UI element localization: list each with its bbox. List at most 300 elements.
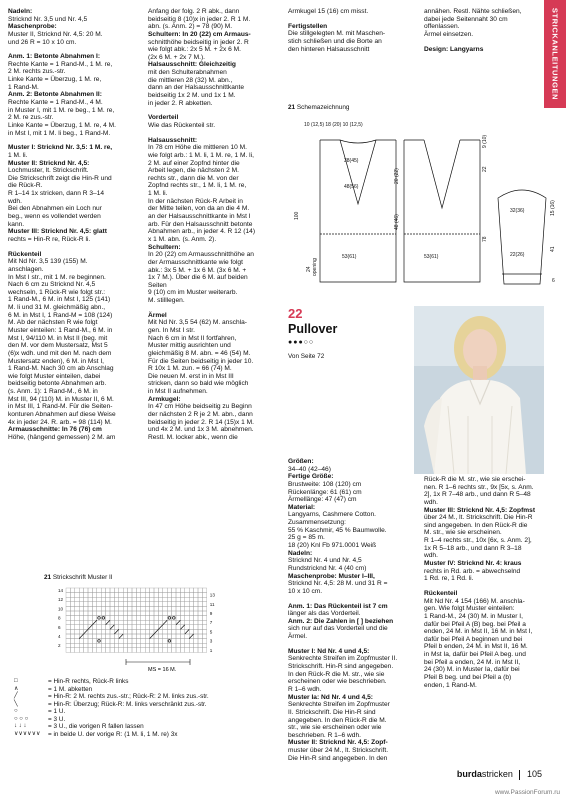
text-line: 1x 7 M.). Über die 6 M. auf beiden <box>148 274 248 282</box>
text-line: rechts in Rd. arb. = abwechselnd <box>424 567 521 575</box>
chart-cell <box>66 593 70 598</box>
text-line: Stricknd Nr. 4 und Nr. 4,5 <box>288 557 362 565</box>
chart-cell <box>132 643 136 648</box>
text-line: beg., wenn es vollendet werden <box>8 213 101 221</box>
text-line: in Mst Ia, dafür bei Pfeil A beg. und <box>424 651 526 659</box>
chart-cell <box>202 620 206 625</box>
chart-cell <box>66 634 70 639</box>
text-line: Mit Nd Nr. 3,5 54 (62) M. anschla- <box>148 319 247 327</box>
text-line: M. Ab der nächsten R wie folgt <box>8 319 98 327</box>
chart-cell <box>172 629 176 634</box>
chart-cell <box>189 625 193 630</box>
text-line: Linke Kante = Überzug, 1 M. re, 4 M. <box>8 121 116 129</box>
chart-cell <box>110 588 114 593</box>
chart-cell <box>110 616 114 621</box>
text-line: Die neuen M. erst in in Mst III <box>148 372 234 380</box>
chart-cell <box>176 597 180 602</box>
chart-cell <box>176 593 180 598</box>
chart-cell <box>79 629 83 634</box>
text-line: Muster II, Stricknd Nr. 4,5: 20 M. <box>8 30 103 38</box>
text-line: 2 M. rechts zus.-str. <box>8 68 66 76</box>
text-line: und 26 R = 10 x 10 cm. <box>8 38 77 46</box>
legend-symbol: ╱ <box>14 693 18 700</box>
chart-cell <box>88 620 92 625</box>
text-line: in jeder 2. R abketten. <box>148 99 213 107</box>
chart-cell <box>163 588 167 593</box>
chart-cell <box>176 616 180 621</box>
chart-cell <box>79 648 83 653</box>
chart-cell <box>158 643 162 648</box>
chart-cell <box>66 648 70 653</box>
text-heading: Anm. 2: Die Zahlen in [ ] beziehen <box>288 617 394 625</box>
chart-cell <box>145 602 149 607</box>
schema-title-text: Schemazeichnung <box>296 104 350 111</box>
chart-cell <box>128 602 132 607</box>
chart-cell <box>202 597 206 602</box>
chart-cell <box>123 634 127 639</box>
text-line: an der Halsausschnittkante in Mst I <box>148 213 251 221</box>
chart-cell <box>194 648 198 653</box>
schema-title-num: 21 <box>288 104 296 111</box>
chart-cell <box>141 597 145 602</box>
chart-cell <box>70 606 74 611</box>
model-photo <box>414 306 544 474</box>
chart-cell <box>163 643 167 648</box>
chart-cell <box>75 588 79 593</box>
chart-cell <box>141 616 145 621</box>
chart-cell <box>194 634 198 639</box>
chart-cell <box>145 597 149 602</box>
chart-cell <box>167 593 171 598</box>
chart-cell <box>97 620 101 625</box>
text-line: 34–40 (42–46) <box>288 465 331 473</box>
chart-cell <box>198 643 202 648</box>
footer-separator <box>519 770 520 780</box>
chart-cell <box>198 611 202 616</box>
chart-cell <box>128 588 132 593</box>
text-line: gen. Wie folgt Muster einteilen: <box>424 605 515 613</box>
column-4-text <box>424 8 542 53</box>
row-number-right: 9 <box>209 611 213 616</box>
chart-cell <box>189 611 193 616</box>
text-line: Für die Seiten beidseitig in jeder 10. <box>148 357 254 365</box>
chart-cell <box>167 648 171 653</box>
chart-cell <box>189 588 193 593</box>
chart-cell <box>194 588 198 593</box>
chart-cell <box>194 611 198 616</box>
paragraph-gap <box>288 641 414 648</box>
chart-cell <box>194 606 198 611</box>
chart-cell <box>132 611 136 616</box>
chart-cell <box>110 629 114 634</box>
brand-bold: burda <box>456 769 482 780</box>
chart-cell <box>198 629 202 634</box>
chart-cell <box>145 629 149 634</box>
chart-cell <box>158 648 162 653</box>
chart-cell <box>136 620 140 625</box>
chart-cell <box>66 588 70 593</box>
chart-cell <box>92 602 96 607</box>
chart-cell <box>141 611 145 616</box>
chart-cell <box>136 588 140 593</box>
chart-cell <box>97 634 101 639</box>
column-1-text <box>8 8 144 442</box>
chart-cell <box>128 620 132 625</box>
text-line: R 1–4 rechts str., 10x [6x, s. Anm. 2], <box>424 537 532 545</box>
chart-cell <box>185 639 189 644</box>
body-outline-right <box>404 140 480 282</box>
chart-cell <box>154 648 158 653</box>
text-line: 4x in jeder 24. R. arb. = 98 (114) M. <box>8 418 112 426</box>
chart-cell <box>150 625 154 630</box>
paragraph-gap <box>8 46 144 53</box>
chart-cell <box>132 639 136 644</box>
chart-cell <box>114 639 118 644</box>
stitch-symbol <box>180 625 184 630</box>
chart-cell <box>141 639 145 644</box>
chart-cell <box>106 606 110 611</box>
chart-cell <box>150 602 154 607</box>
chart-cell <box>198 648 202 653</box>
chart-cell <box>79 625 83 630</box>
text-heading: Muster I: Nd Nr. 4 und 4,5: <box>288 647 370 655</box>
chart-cell <box>132 602 136 607</box>
text-line: dann an der Halsausschnittkante <box>148 84 245 92</box>
chart-cell <box>123 602 127 607</box>
chart-cell <box>101 625 105 630</box>
chart-cell <box>145 593 149 598</box>
chart-cell <box>194 639 198 644</box>
chart-cell <box>92 606 96 611</box>
chart-cell <box>132 616 136 621</box>
chart-cell <box>194 616 198 621</box>
chart-cell <box>97 643 101 648</box>
row-number-right: 1 <box>209 647 213 653</box>
text-line: 1 M. li. <box>8 151 28 159</box>
chart-cell <box>114 648 118 653</box>
text-line: nen. R 1–6 rechts str., 9x [5x, s. Anm. <box>424 483 534 491</box>
text-line: Ärmellänge: 47 (47) cm <box>288 496 357 504</box>
chart-cell <box>163 611 167 616</box>
text-line: wdh. <box>424 552 438 560</box>
chart-cell <box>97 597 101 602</box>
chart-cell <box>84 634 88 639</box>
chart-cell <box>75 597 79 602</box>
chart-cell <box>123 639 127 644</box>
chart-cell <box>154 611 158 616</box>
chart-cell <box>119 597 123 602</box>
chart-cell <box>145 639 149 644</box>
chart-cell <box>180 611 184 616</box>
chart-cell <box>150 593 154 598</box>
chart-cell <box>176 639 180 644</box>
text-line: der nächsten 2 R je 2 M. abn., dann <box>148 411 253 419</box>
chart-cell <box>136 597 140 602</box>
chart-cell <box>128 648 132 653</box>
text-heading: Muster II: Stricknd Nr. 4,5: Zopf- <box>288 739 388 747</box>
chart-cell <box>172 634 176 639</box>
chart-cell <box>123 611 127 616</box>
ms-label: MS = 16 M. <box>148 667 177 673</box>
chart-cell <box>167 611 171 616</box>
chart-cell <box>158 629 162 634</box>
text-line: 10 x 10 cm. <box>288 587 323 595</box>
chart-cell <box>189 616 193 621</box>
chart-cell <box>75 620 79 625</box>
chart-cell <box>185 588 189 593</box>
chart-cell <box>101 629 105 634</box>
chart-cell <box>101 588 105 593</box>
text-line: In 47 cm Höhe beidseitig zu Beginn <box>148 403 252 411</box>
chart-cell <box>75 639 79 644</box>
chart-cell <box>198 597 202 602</box>
chart-cell <box>154 606 158 611</box>
chart-cell <box>110 593 114 598</box>
chart-cell <box>141 643 145 648</box>
chart-cell <box>198 639 202 644</box>
text-line: Armkugel 15 (16) cm misst. <box>288 8 369 15</box>
chart-cell <box>110 648 114 653</box>
text-line: Die stillgelegten M. mit Maschen- <box>288 30 386 38</box>
chart-cell <box>136 629 140 634</box>
chart-cell <box>84 606 88 611</box>
chart-cell <box>158 611 162 616</box>
chart-cell <box>145 648 149 653</box>
chart-cell <box>97 629 101 634</box>
chart-cell <box>101 597 105 602</box>
chart-cell <box>202 602 206 607</box>
chart-cell <box>88 602 92 607</box>
text-line: enden, 24 M. in Mst II, 16 M. in Mst I, <box>424 628 533 636</box>
text-line: 9 (10) cm im Muster weiterarb. <box>148 289 238 297</box>
text-line: x 1 M. abn. (s. Anm. 2). <box>148 235 217 243</box>
chart-cell <box>141 629 145 634</box>
legend-row <box>14 678 209 686</box>
chart-cell <box>202 606 206 611</box>
chart-cell <box>163 597 167 602</box>
chart-cell <box>145 588 149 593</box>
chart-cell <box>114 616 118 621</box>
chart-cell <box>114 625 118 630</box>
schema-side-7: 9 (10) <box>482 134 488 148</box>
text-line: stricken, dann so bald wie möglich <box>148 380 249 388</box>
chart-cell <box>194 593 198 598</box>
chart-cell <box>66 606 70 611</box>
text-line: wie folgt abk.: 2x 5 M. + 2x 6 M. <box>148 46 241 54</box>
schema-side-6: 22 <box>482 166 488 172</box>
text-line: dafür bei Pfeil A beginnen und bei <box>424 635 523 643</box>
column-4-pattern-text <box>424 476 542 689</box>
text-line: gen. In Mst I str. <box>148 326 195 334</box>
chart-cell <box>110 606 114 611</box>
chart-cell <box>110 597 114 602</box>
chart-cell <box>84 648 88 653</box>
chart-cell <box>84 625 88 630</box>
text-line: und 4x 2 M. und 1x 3 M. abnehmen. <box>148 426 254 434</box>
chart-cell <box>123 620 127 625</box>
row-number-right: 11 <box>209 601 215 607</box>
chart-cell <box>110 602 114 607</box>
text-heading: Armkugel: <box>148 395 181 403</box>
chart-cell <box>194 629 198 634</box>
chart-cell <box>110 611 114 616</box>
chart-cell <box>128 625 132 630</box>
text-heading: Rückenteil <box>8 250 42 258</box>
chart-cell <box>128 611 132 616</box>
chart-cell <box>119 620 123 625</box>
stitch-symbol <box>158 625 162 630</box>
legend-symbol: ∧ <box>14 685 19 692</box>
text-line: 2], 1x R 7–48 arb., und dann R 5–48 <box>424 491 531 499</box>
legend-symbol: ∨∨∨∨∨∨ <box>14 730 41 737</box>
chart-cell <box>88 606 92 611</box>
chart-cell <box>97 648 101 653</box>
text-line: (6)x wdh. und mit den M. nach dem <box>8 349 112 357</box>
text-line: Pfeil B beg. und bei Pfeil a (b) <box>424 674 512 682</box>
chart-cell <box>88 616 92 621</box>
paragraph-gap <box>288 596 414 603</box>
text-line: Mustersatz enden), 6 M. in Mst I, <box>8 357 105 365</box>
text-line: wechseln, 1 Rück-R wie folgt str.: <box>8 288 106 296</box>
chart-cell <box>145 616 149 621</box>
text-heading: Anm. 1: Betonte Abnahmen I: <box>8 53 101 61</box>
row-number-right: 7 <box>209 620 213 626</box>
text-heading: Maschenprobe: <box>8 23 57 31</box>
chart-cell <box>110 639 114 644</box>
chart-cell <box>180 629 184 634</box>
chart-cell <box>136 625 140 630</box>
chart-cell <box>97 593 101 598</box>
text-line: in Mst II aufnehmen. <box>148 388 208 396</box>
chart-cell <box>189 606 193 611</box>
chart-cell <box>114 588 118 593</box>
text-line: 1 Rand-M. <box>8 83 39 91</box>
text-line: 1 Rand-M., 24 (30) M. in Muster I, <box>424 612 523 620</box>
text-line: Arbeit legen, die nächsten 2 M. <box>148 167 239 175</box>
text-line: Bei den Abnahmen ein Loch nur <box>8 205 102 213</box>
chart-cell <box>101 648 105 653</box>
chart-cell <box>172 620 176 625</box>
chart-cell <box>114 593 118 598</box>
chart-cell <box>136 648 140 653</box>
chart-cell <box>180 616 184 621</box>
chart-cell <box>123 625 127 630</box>
chart-cell <box>132 625 136 630</box>
chart-cell <box>141 634 145 639</box>
chart-cell <box>176 611 180 616</box>
row-number-left: 4 <box>58 634 61 639</box>
text-line: In 20 (22) cm Armausschnitthöhe an <box>148 251 254 259</box>
legend-row <box>14 693 209 701</box>
text-line: Senkrechte Streifen im Zopfmuster <box>288 701 390 709</box>
text-line: R 10x 1 M. zun. = 66 (74) M. <box>148 365 232 373</box>
text-heading: Nadeln: <box>8 8 33 15</box>
chart-cell <box>106 634 110 639</box>
chart-cell <box>194 620 198 625</box>
chart-cell <box>202 629 206 634</box>
text-line: R 1–6 wdh. <box>288 685 322 693</box>
chart-cell <box>79 593 83 598</box>
chart-cell <box>145 606 149 611</box>
chart-cell <box>132 588 136 593</box>
text-line: die Rück-R. <box>8 182 43 190</box>
text-line: kann. <box>8 220 25 228</box>
sleeve-outline <box>498 190 546 284</box>
chart-cell <box>167 625 171 630</box>
chart-cell <box>66 643 70 648</box>
chart-cell <box>145 625 149 630</box>
text-line: den M. vor dem Mustersatz, Mst 5 <box>8 342 108 350</box>
legend-text: = 3 U. <box>48 715 66 723</box>
chart-cell <box>189 620 193 625</box>
text-heading: Rückenteil <box>424 589 458 597</box>
chart-cell <box>123 597 127 602</box>
chart-cell <box>119 611 123 616</box>
chart-cell <box>198 588 202 593</box>
chart-cell <box>180 606 184 611</box>
chart-cell <box>185 606 189 611</box>
chart-cell <box>88 634 92 639</box>
chart-cell <box>158 588 162 593</box>
stitch-symbol <box>114 629 118 634</box>
chart-cell <box>180 593 184 598</box>
legend-text: = 1 U. <box>48 708 66 716</box>
chart-cell <box>185 643 189 648</box>
chart-cell <box>145 643 149 648</box>
chart-cell <box>119 625 123 630</box>
schema-side-2: opening <box>312 258 318 276</box>
chart-cell <box>194 597 198 602</box>
chart-cell <box>106 593 110 598</box>
chart-cell <box>75 634 79 639</box>
text-line: 1x R 5–18 arb., und dann R 3–18 <box>424 544 522 552</box>
page-number: 105 <box>526 769 542 780</box>
text-line: Pfeil b enden, 24 M. in Mst II, 16 M. <box>424 643 528 651</box>
chart-cell <box>128 639 132 644</box>
chart-cell <box>180 639 184 644</box>
chart-cell <box>114 602 118 607</box>
chart-cell <box>163 629 167 634</box>
chart-cell <box>198 620 202 625</box>
chart-legend <box>14 678 209 738</box>
legend-symbol: ○ <box>14 708 18 715</box>
paragraph-gap <box>8 244 144 251</box>
chart-cell <box>132 606 136 611</box>
chart-cell <box>123 588 127 593</box>
yarn-over-symbol <box>168 640 171 643</box>
chart-cell <box>185 597 189 602</box>
chart-cell <box>84 639 88 644</box>
text-line: Rückenlänge: 61 (61) cm <box>288 488 362 496</box>
text-line: muster über 24 M., lt. Strickschrift. <box>288 747 389 755</box>
schema-side-1: 24 <box>306 266 312 272</box>
chart-cell <box>189 597 193 602</box>
paragraph-gap <box>424 583 542 590</box>
chart-cell <box>167 602 171 607</box>
chart-cell <box>92 593 96 598</box>
text-line: wdh. <box>8 197 22 205</box>
chart-cell <box>119 648 123 653</box>
chart-cell <box>106 625 110 630</box>
chart-cell <box>88 648 92 653</box>
chart-cell <box>75 602 79 607</box>
text-line: in Mst I, mit 1 M. li beg., 1 Rand-M. <box>8 129 111 137</box>
chart-cell <box>132 597 136 602</box>
chart-cell <box>136 611 140 616</box>
legend-text: = in beide U. der vorige R: (1 M. li, 1 M. re) 3x <box>48 730 178 738</box>
text-line: arb. Für den Halsausschnitt betonte <box>148 220 253 228</box>
chart-cell <box>75 629 79 634</box>
